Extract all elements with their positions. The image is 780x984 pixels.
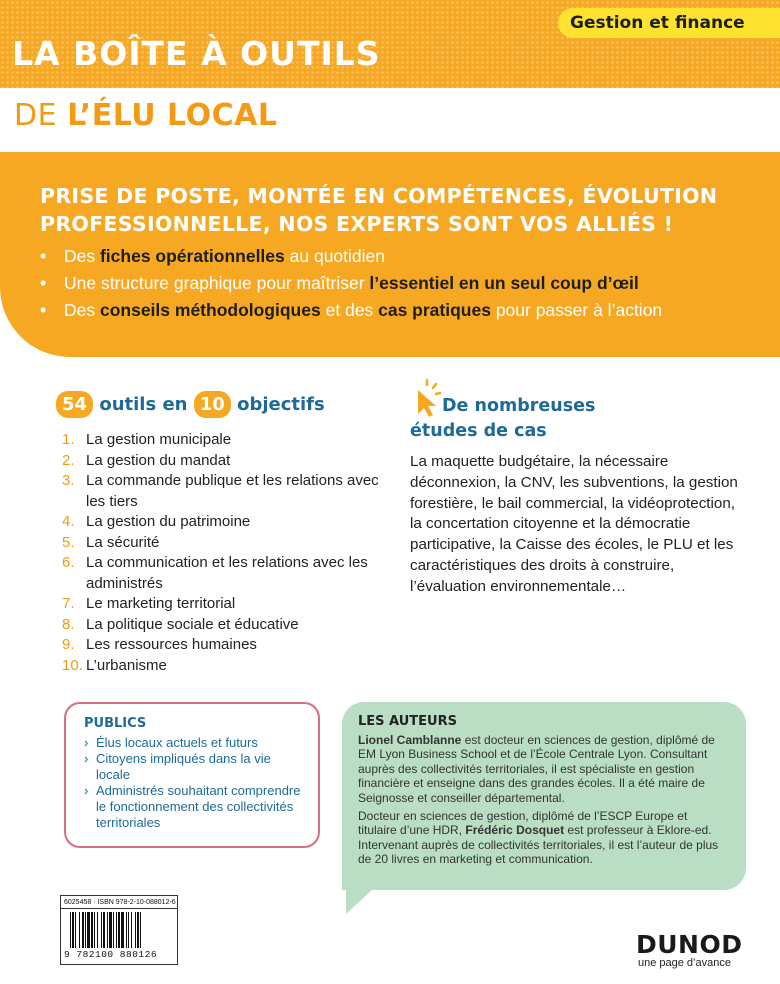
- objective-item: [62, 594, 382, 615]
- case-studies-heading: [410, 394, 650, 444]
- bullet-bold: cas pratiques: [378, 300, 491, 320]
- author-bio-text: est professeur à Eklore-ed. Intervenant auprès de collectivités territoriales, il est l’auteur de plus de 20 livres en marketing et communication.: [358, 823, 719, 867]
- publics-item: [84, 751, 304, 783]
- publics-item-label: Citoyens impliqués dans la vie locale: [96, 751, 271, 782]
- publics-item: [84, 735, 304, 751]
- category-tab: Gestion et finance: [558, 8, 780, 38]
- objectives-heading: [56, 391, 325, 418]
- speech-bubble-tail: [346, 888, 374, 914]
- bullet-bold: conseils méthodologiques: [99, 300, 321, 320]
- author-bio-text: Docteur en sciences de gestion, diplômé de l’ESCP Europe et titulaire d’une HDR,: [358, 809, 688, 838]
- author-name-2: Frédéric Dosquet: [465, 823, 565, 838]
- barcode-bars: [70, 912, 174, 948]
- objective-number: 10.: [62, 656, 83, 674]
- isbn-line: 6025458 · ISBN 978-2-10-088012-6: [61, 899, 177, 909]
- objective-item: [62, 656, 382, 677]
- bullet-text: Des: [64, 246, 100, 266]
- case-studies-heading-line1: De nombreuses: [442, 396, 596, 416]
- objective-label: La gestion du mandat: [86, 451, 231, 469]
- objective-number: 1.: [62, 431, 75, 448]
- bullet-dot-icon: •: [40, 300, 47, 320]
- author-bio-1: [358, 733, 728, 805]
- objective-label: Les ressources humaines: [86, 636, 257, 653]
- bullet-text: Une structure graphique pour maîtriser: [64, 273, 370, 293]
- book-title: LA BOÎTE À OUTILS: [12, 34, 381, 73]
- bullet-dot-icon: •: [40, 246, 47, 266]
- publics-box: [64, 702, 320, 848]
- objective-label: Le marketing territorial: [86, 595, 236, 612]
- objective-label: La gestion municipale: [86, 431, 232, 448]
- objective-label: La communication et les relations avec les administrés: [86, 554, 368, 592]
- bullet-text: au quotidien: [284, 246, 385, 266]
- authors-box: [342, 702, 746, 890]
- chevron-right-icon: ›: [84, 751, 89, 766]
- objective-label: La politique sociale et éducative: [86, 615, 299, 633]
- bullet-bold: l’essentiel en un seul coup d’œil: [369, 273, 639, 293]
- publics-title: PUBLICS: [84, 716, 147, 731]
- bullet-bold: fiches opérationnelles: [99, 246, 285, 266]
- objective-item: [62, 615, 382, 636]
- bullet-dot-icon: •: [40, 273, 47, 293]
- objective-number: 5.: [62, 533, 75, 551]
- objective-item: [62, 533, 382, 554]
- objective-label: La gestion du patrimoine: [86, 513, 251, 530]
- tagline: PRISE DE POSTE, MONTÉE EN COMPÉTENCES, ÉVOLUTION PROFESSIONNELLE, NOS EXPERTS SONT VOS ALLIÉS !: [40, 184, 718, 236]
- bullet-text: pour passer à l’action: [490, 300, 663, 320]
- book-subtitle: [14, 98, 277, 133]
- pitch-bullet: [40, 243, 662, 270]
- publisher-slogan: une page d’avance: [638, 957, 731, 969]
- publics-item-label: Administrés souhaitant comprendre le fonctionnement des collectivités territoriales: [96, 783, 301, 830]
- objective-item: [62, 471, 382, 512]
- objective-number: 7.: [62, 595, 75, 612]
- tools-word: outils en: [99, 394, 188, 415]
- author-bio-2: [358, 809, 728, 867]
- author-bio-text: est docteur en sciences de gestion, diplômé de EM Lyon Business School et de l’École Centrale Lyon. Consultant auprès des collectivités territoriales, il est spécialiste en gestion financière et enseigne dans des grandes écoles. Il a été maire de Seignosse et conseiller départemental.: [358, 733, 715, 805]
- case-studies-text: La maquette budgétaire, la nécessaire déconnexion, la CNV, les subventions, la gestion forestière, le bail commercial, la vidéoprotection, la concertation citoyenne et la démocratie participative, la Caisse des écoles, le PLU et les caractéristiques des droits à construire, l’évaluation environnementale…: [410, 453, 738, 595]
- bullet-text: Des: [64, 300, 100, 320]
- objective-number: 9.: [62, 636, 75, 653]
- objective-item: [62, 512, 382, 533]
- objective-label: La commande publique et les relations avec les tiers: [86, 472, 379, 510]
- case-studies-heading-line2: études de cas: [410, 421, 547, 441]
- subtitle-bold: L’ÉLU LOCAL: [67, 98, 278, 133]
- objective-item: [62, 553, 382, 594]
- objective-item: [62, 451, 382, 472]
- objective-label: La sécurité: [86, 533, 160, 551]
- publics-item-label: Élus locaux actuels et futurs: [96, 735, 258, 750]
- objective-number: 8.: [62, 615, 75, 633]
- subtitle-prefix: DE: [14, 98, 68, 133]
- objectives-list: [62, 430, 382, 676]
- objective-number: 3.: [62, 472, 75, 489]
- objective-number: 6.: [62, 554, 75, 571]
- authors-title: LES AUTEURS: [358, 714, 457, 729]
- publics-item: [84, 783, 304, 831]
- objective-number: 4.: [62, 513, 75, 530]
- author-name-1: Lionel Camblanne: [358, 733, 462, 747]
- chevron-right-icon: ›: [84, 735, 89, 750]
- chevron-right-icon: ›: [84, 783, 89, 798]
- publisher-logo: DUNOD: [636, 930, 743, 959]
- pitch-bullet: [40, 270, 662, 297]
- barcode: [60, 895, 178, 965]
- objectives-word: objectifs: [237, 394, 325, 415]
- pitch-bullets: [40, 243, 662, 324]
- objective-item: [62, 430, 382, 451]
- objective-label: L’urbanisme: [86, 656, 167, 674]
- barcode-digits: 9 782100 880126: [64, 949, 158, 960]
- objective-item: [62, 635, 382, 656]
- tools-count-badge: 54: [56, 391, 93, 418]
- bullet-text: et des: [320, 300, 379, 320]
- objectives-count-badge: 10: [194, 391, 231, 418]
- objective-number: 2.: [62, 451, 75, 469]
- barcode-bar: [140, 912, 141, 948]
- publics-list: [84, 735, 304, 831]
- pitch-bullet: [40, 297, 662, 324]
